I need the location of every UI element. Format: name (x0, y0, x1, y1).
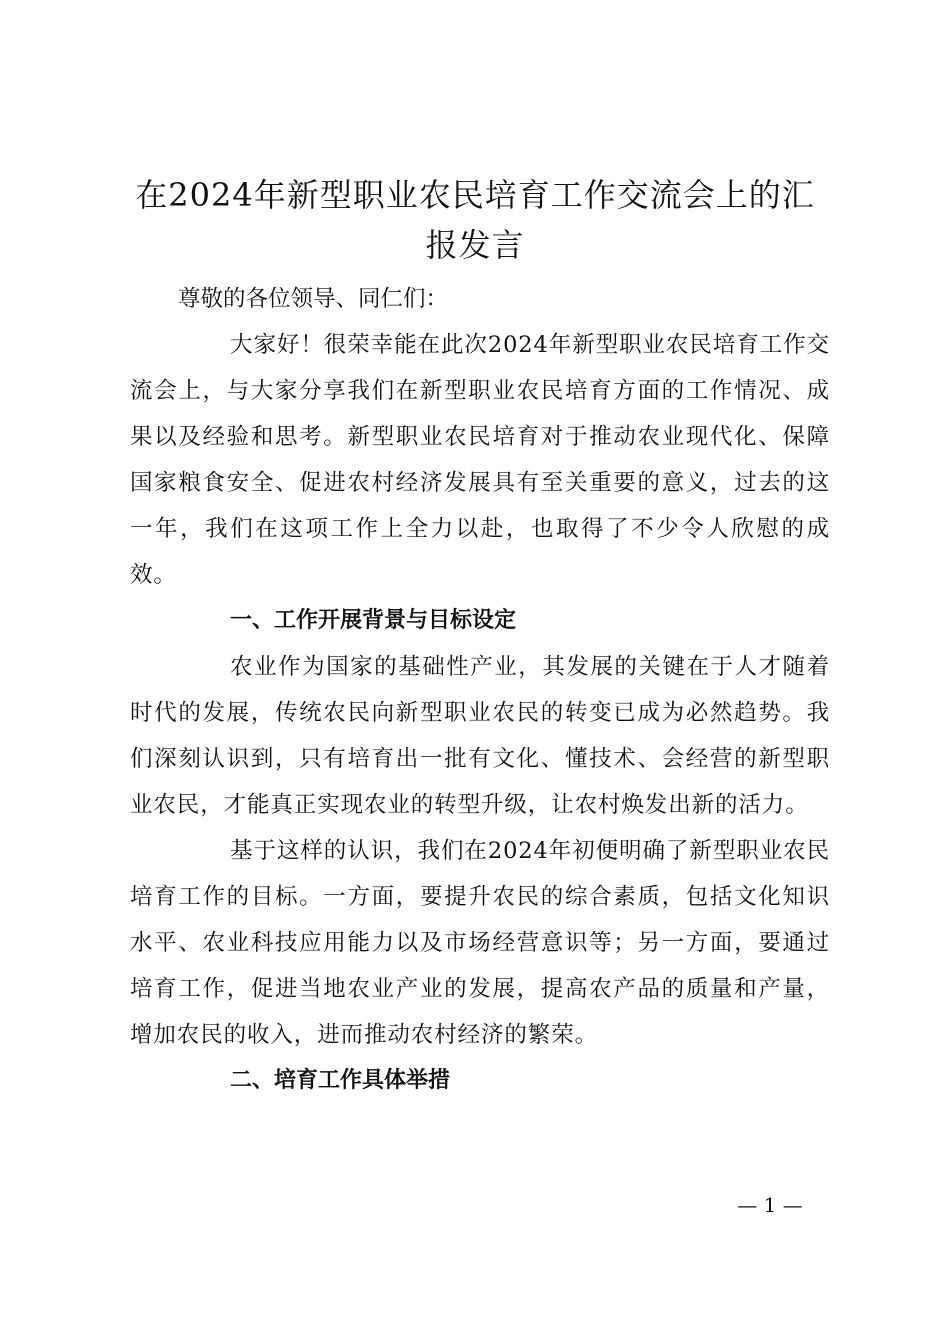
page-number: — 1 — (737, 1193, 803, 1217)
document-body (130, 276, 830, 1104)
salutation: 尊敬的各位领导、同仁们： (178, 286, 449, 312)
document-title: 在2024年新型职业农民培育工作交流会上的汇报发言 (135, 176, 815, 264)
paragraph-intro: 大家好！很荣幸能在此次2024年新型职业农民培育工作交流会上，与大家分享我们在新型职业农民培育方面的工作情况、成果以及经验和思考。新型职业农民培育对于推动农业现代化、保障国家粮食安全、促进农村经济发展具有至关重要的意义，过去的这一年，我们在这项工作上全力以赴，也取得了不少令人欣慰的成效。 (130, 332, 830, 588)
paragraph-background: 农业作为国家的基础性产业，其发展的关键在于人才随着时代的发展，传统农民向新型职业农民的转变已成为必然趋势。我们深刻认识到，只有培育出一批有文化、懂技术、会经营的新型职业农民，才能真正实现农业的转型升级，让农村焕发出新的活力。 (130, 654, 830, 818)
section-heading-1: 一、工作开展背景与目标设定 (230, 608, 517, 633)
paragraph-goals: 基于这样的认识，我们在2024年初便明确了新型职业农民培育工作的目标。一方面，要提升农民的综合素质，包括文化知识水平、农业科技应用能力以及市场经营意识等；另一方面，要通过培育工作，促进当地农业产业的发展，提高农产品的质量和产量，增加农民的收入，进而推动农村经济的繁荣。 (130, 838, 830, 1048)
section-heading-2: 二、培育工作具体举措 (230, 1068, 451, 1093)
